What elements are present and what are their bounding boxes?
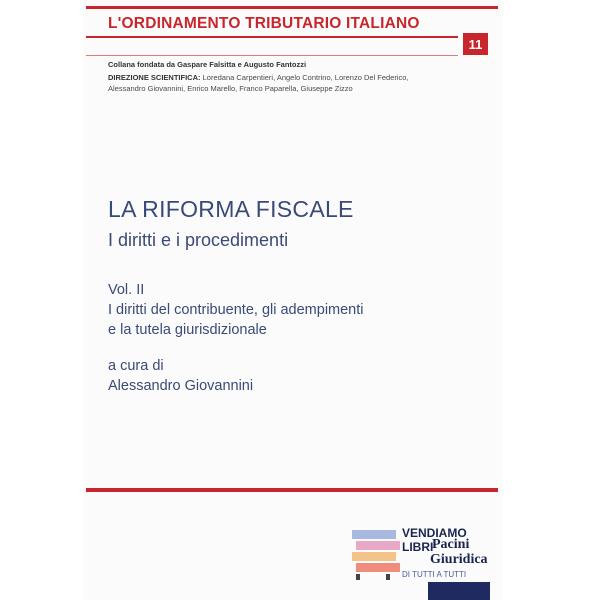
publisher-base-block <box>428 582 490 600</box>
book-stack-icon-2 <box>356 541 400 550</box>
curator-name: Alessandro Giovannini <box>108 378 254 394</box>
volume-description-line1: I diritti del contribuente, gli adempimenti <box>108 302 364 318</box>
series-title: L'ORDINAMENTO TRIBUTARIO ITALIANO <box>108 15 420 32</box>
book-stack-icon-3 <box>352 552 396 561</box>
curator-label: a cura di <box>108 358 164 374</box>
volume-number: Vol. II <box>108 282 145 298</box>
series-founders: Collana fondata da Gaspare Falsitta e Augusto Fantozzi <box>108 60 307 69</box>
series-number-badge: 11 <box>463 33 488 55</box>
bottom-rule <box>86 488 498 492</box>
book-stack-icon-4 <box>356 563 400 572</box>
publisher-logo <box>350 524 490 600</box>
cart-wheel-icon-2 <box>386 574 390 580</box>
book-title: LA RIFORMA FISCALE <box>108 196 354 222</box>
book-subtitle: I diritti e i procedimenti <box>108 230 289 250</box>
seller-line1: VENDIAMO <box>402 526 467 540</box>
direction-line1: DIREZIONE SCIENTIFICA: Loredana Carpentieri, Angelo Contrino, Lorenzo Del Federico, <box>108 73 409 82</box>
top-rule <box>86 6 498 9</box>
series-lower-rule <box>86 55 458 56</box>
volume-description-line2: e la tutela giurisdizionale <box>108 322 267 338</box>
seller-line2: LIBRI <box>402 540 434 554</box>
seller-tagline: DI TUTTI A TUTTI <box>402 570 467 579</box>
cart-wheel-icon <box>356 574 360 580</box>
publisher-brand2: Giuridica <box>430 552 488 567</box>
publisher-brand1: Pacini <box>432 537 470 552</box>
series-underline <box>86 36 458 38</box>
book-stack-icon <box>352 530 396 539</box>
direction-line2: Alessandro Giovannini, Enrico Marello, Franco Paparella, Giuseppe Zizzo <box>108 84 353 93</box>
